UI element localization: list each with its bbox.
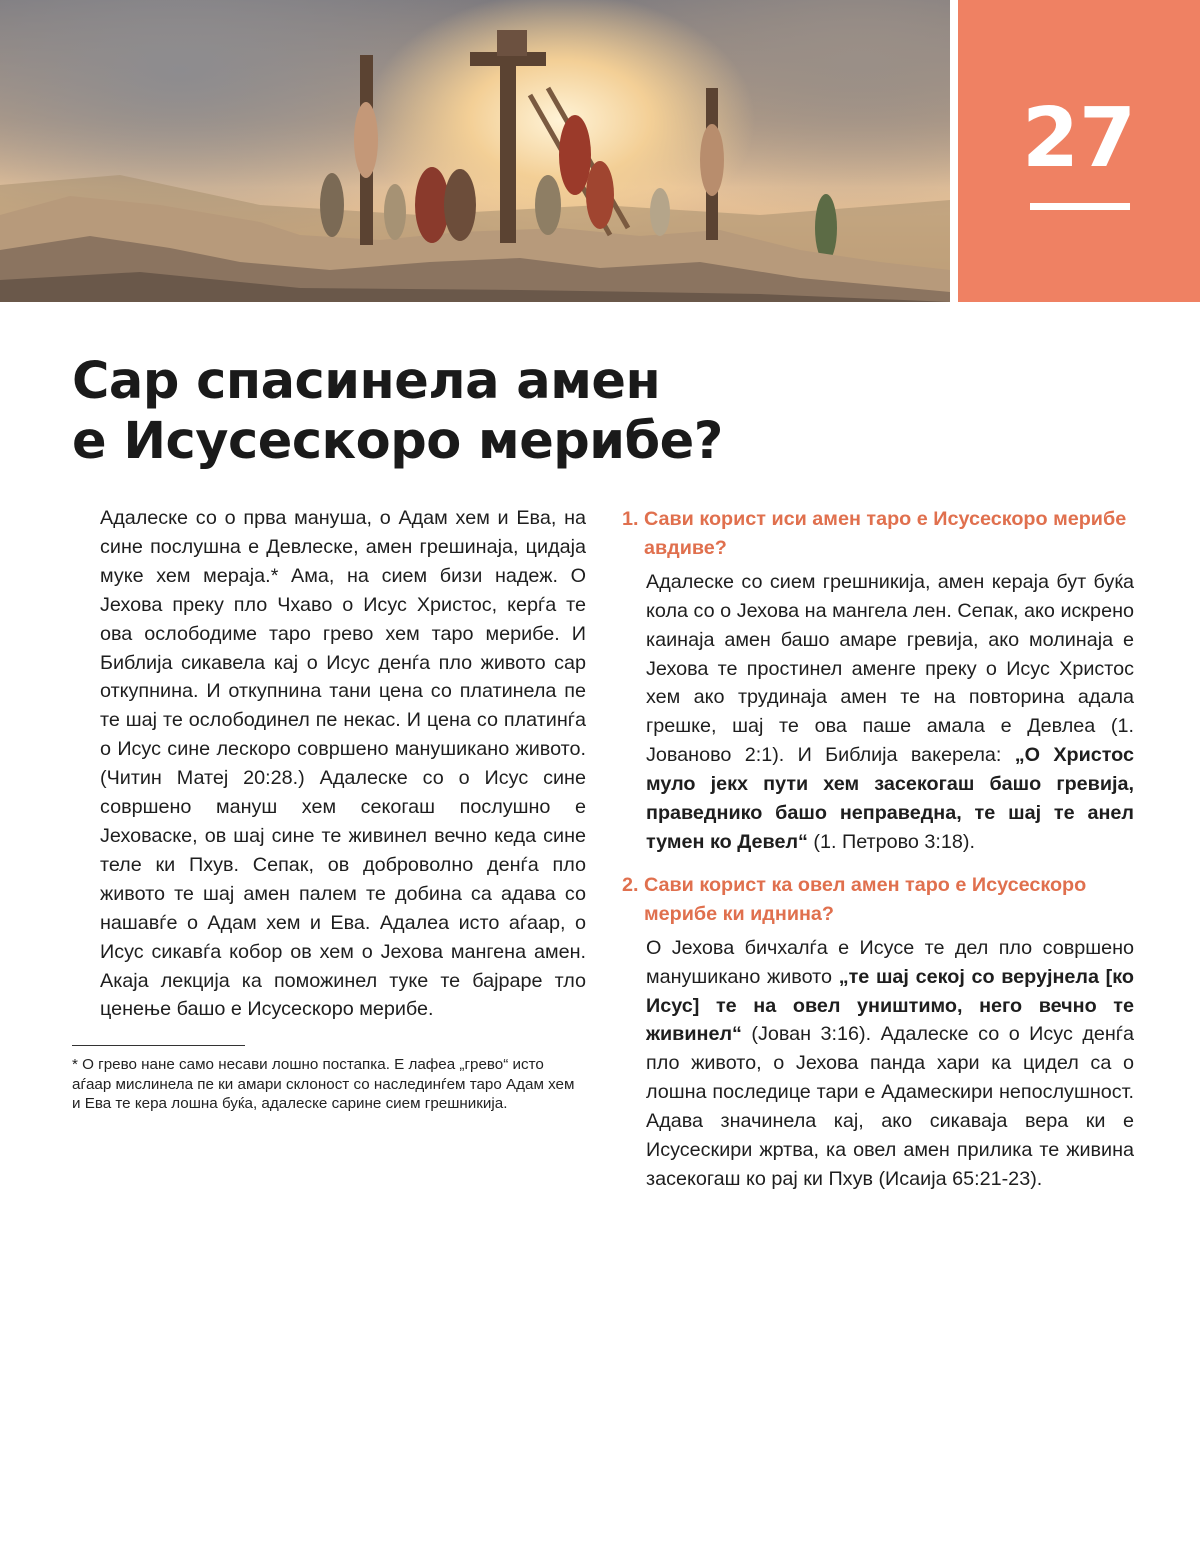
footnote-marker: *: [270, 564, 279, 587]
answer-1-text: Адалеске со сием грешникија, амен кераја бут буќа кола со о Јехова на мангела лен. Сепак, ако искрено каинаја амен башо амаре гревија, ако молинаја е Јехова те простинел аменге преку о Исус Христос хем ако трудинаја амен те на повторина адала грешке, шај те ова паше амала е Девлеа (1. Јованово 2:1). И Библија вакерела:: [646, 570, 1134, 767]
question-heading-1: 1. Сави корист иси амен таро е Исусескоро мерибе авдиве?: [622, 508, 1127, 559]
footnote-divider: [72, 1045, 245, 1046]
hero-illustration: [0, 0, 950, 302]
title-line-2: е Исусескоро мерибе?: [72, 412, 723, 471]
answer-1-reference: (1. Петрово 3:18).: [807, 830, 975, 853]
answer-paragraph-1: [646, 568, 1134, 857]
answer-2-text: О Јехова бичхалѓа е Исусе те дел пло совршено манушикано живото: [646, 936, 1134, 988]
intro-column: [72, 504, 586, 1114]
chapter-tab: [958, 0, 1200, 302]
chapter-number: 27: [1021, 91, 1137, 186]
answer-2-rest: (Јован 3:16). Адалеске со о Исус денѓа пло живото, о Јехова панда хари ка цидел са о лошна последице тари е Адамескири непослушност. Адава значинела кај, ако сикаваја вера ки е Исусескири жртва, ка овел амен прилика те живина засекогаш ко рај ки Пхув (Исаија 65:21-23).: [646, 1023, 1134, 1190]
answer-2-quote: „те шај секој со верујнела [ко Исус] те на овел уништимо, него вечно те живинел“: [646, 965, 1134, 1046]
intro-text-part-1: Адалеске со о прва мануша, о Адам хем и Ева, на сине послушна е Девлеске, амен грешинаја, цидаја муке хем мераја.: [100, 507, 586, 587]
intro-text-part-2: Ама, на сием бизи надеж. О Јехова преку пло Чхаво о Исус Христос, керѓа те ова ослободиме таро грево хем таро мерибе. И Библија сикавела кај о Исус денѓа пло живото сар откупнина. И откупнина тани цена со платинела пе те шај те ослободинел пе некас. И цена со платинѓа о Исус сине лескоро совршено манушикано живото. (Читин Матеј 20:28.) Адалеске со о Исус сине совршено мануш хем секогаш послушно е Јеховаске, ов шај сине те живинел вечно кеда сине теле ки Пхув. Сепак, ов доброволно денѓа пло живото те шај амен палем те добина са адава со нашавѓе о Адам хем и Ева. Адалеа исто аѓаар, о Исус сикавѓа кобор ов хем о Јехова мангена амен. Акаја лекција ка поможинел туке те бајраре тло ценење башо е Исусескоро мерибе.: [100, 564, 586, 1021]
chapter-rule: [1030, 203, 1130, 210]
title-line-1: Сар спасинела амен: [72, 352, 661, 411]
crucifixion-scene-illustration: [0, 0, 950, 302]
footnote: * О грево нане само несави лошно постапка. Е лафеа „грево“ исто аѓаар мислинела пе ки амари склоност со наслединѓем таро Адам хем и Ева те кера лошна буќа, адалеске сарине сием грешникија.: [72, 1056, 575, 1113]
questions-column: [622, 505, 1134, 1194]
answer-1-quote: „О Христос муло јекх пути хем засекогаш башо гревија, праведнико башо неправедна, те шај те анел тумен ко Девел“: [646, 744, 1135, 853]
intro-paragraph: [100, 504, 586, 1024]
question-heading-2: 2. Сави корист ка овел амен таро е Исусескоро мерибе ки иднина?: [622, 873, 1087, 925]
answer-paragraph-2: [646, 934, 1134, 1194]
page-title: [72, 352, 772, 472]
